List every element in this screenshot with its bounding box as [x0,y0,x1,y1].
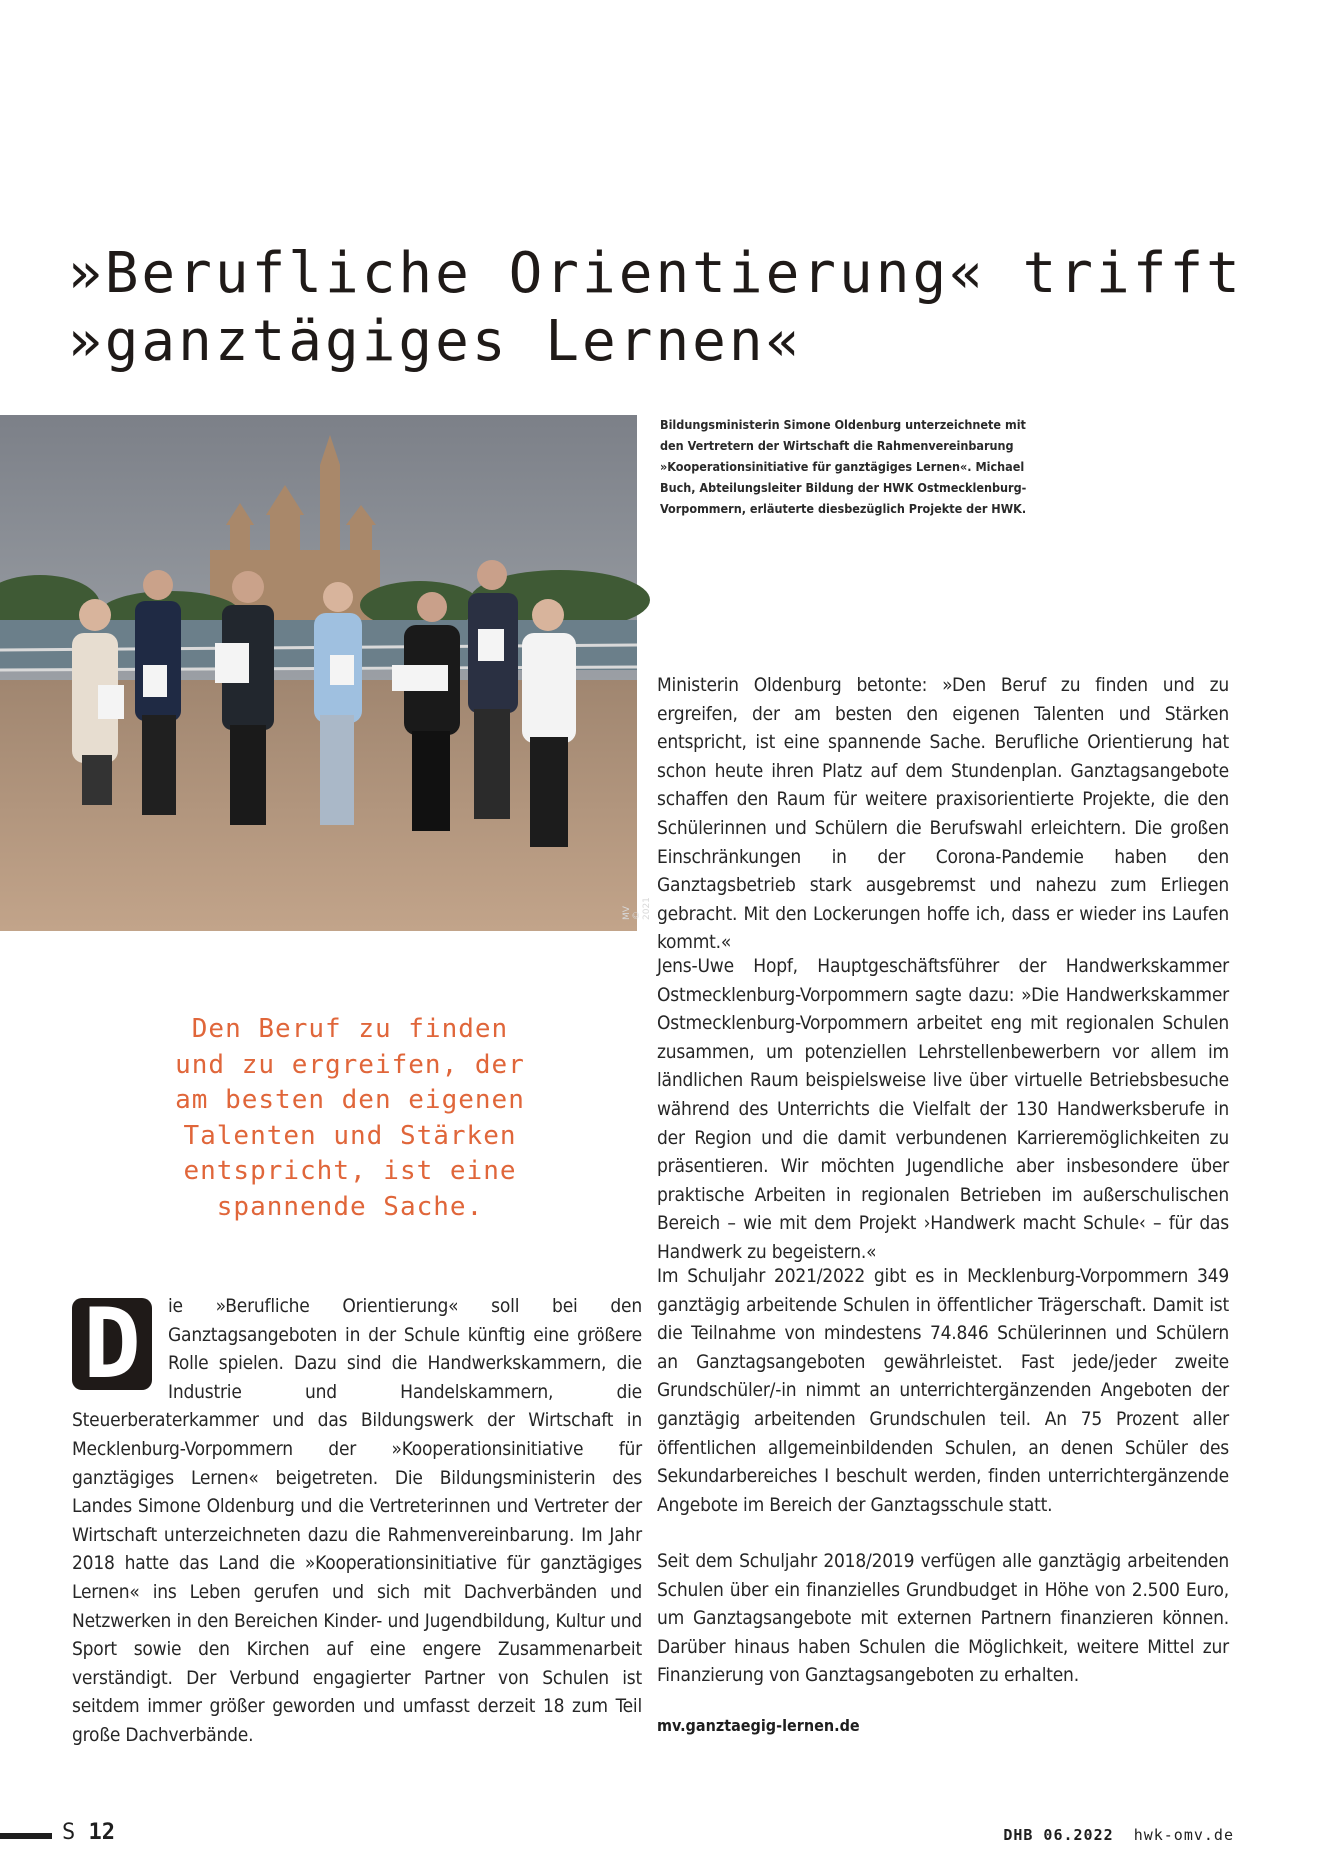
paragraph-statistics: Im Schuljahr 2021/2022 gibt es in Mecklenburg-Vorpommern 349 ganztägig arbeitende Schulen in öffentlicher Trägerschaft. Damit ist die Teilnahme von mindestens 74.846 Schülerinnen und Schülern an Ganztagsangeboten gewährleistet. Fast jede/jeder zweite Grundschüler/-in nimmt an unterrichtergänzenden Angeboten der ganztägig arbeitenden Grundschulen teil. An 75 Prozent aller öffentlichen allgemeinbildenden Schulen, an denen Schüler des Sekundarbereiches I beschult werden, finden unterrichtergänzende Angebote im Bereich der Ganztagsschule statt. [657,1265,1229,1516]
group-photo-illustration [0,415,637,931]
page-number-value: 12 [88,1820,115,1845]
paragraph-minister-quote: Ministerin Oldenburg betonte: »Den Beruf zu finden und zu ergreifen, der am besten den eigenen Talenten und Stärken entspricht, ist eine spannende Sache. Berufliche Orientierung hat schon heute ihren Platz auf dem Stundenplan. Ganztagsangebote schaffen den Raum für weitere praxisorientierte Projekte, die den Schülerinnen und Schülern die Berufswahl erleichtern. Die großen Einschränkungen in der Corona-Pandemie haben den Ganztagsbetrieb stark ausgebremst und nahezu zum Erliegen gebracht. Mit den Lockerungen hoffe ich, dass er wieder ins Laufen kommt.« [657,674,1229,954]
headline-line-2: »ganztägiges Lernen« [68,309,803,374]
intro-paragraph [72,1288,642,1750]
footer-info [1003,1826,1234,1844]
intro-text: ie »Berufliche Orientierung« soll bei den Ganztagsangeboten in der Schule künftig eine größere Rolle spielen. Dazu sind die Handwerkskammern, die Industrie und Handelskammern, die Steuerberaterkammer und das Bildungswerk der Wirtschaft in Mecklenburg-Vorpommern der »Kooperationsinitiative für ganztägiges Lernen« beigetreten. Die Bildungsministerin des Landes Simone Oldenburg und die Vertreterinnen und Vertreter der Wirtschaft unterzeichneten dazu die Rahmenvereinbarung. Im Jahr 2018 hatte das Land die »Kooperationsinitiative für ganztägiges Lernen« ins Leben gerufen und sich mit Dachverbänden und Netzwerken in den Bereichen Kinder- und Jugendbildung, Kultur und Sport sowie den Kirchen auf eine engere Zusammenarbeit verständigt. Der Verbund engagierter Partner von Schulen ist seitdem immer größer geworden und umfasst derzeit 18 zum Teil große Dachverbände. [72,1295,642,1746]
paragraph-budget: Seit dem Schuljahr 2018/2019 verfügen alle ganztägig arbeitenden Schulen über ein finanzielles Grundbudget in Höhe von 2.500 Euro, um Ganztagsangebote mit externen Partnern finanzieren können. Darüber hinaus haben Schulen die Möglichkeit, weitere Mittel zur Finanzierung von Ganztagsangeboten zu erhalten. [657,1550,1229,1687]
article-photo [0,415,652,931]
dropcap-letter: D [72,1298,152,1390]
person-7 [522,599,576,847]
website-link[interactable]: mv.ganztaegig-lernen.de [657,1716,860,1735]
article-headline [68,240,1288,376]
paragraph-hopf-quote: Jens-Uwe Hopf, Hauptgeschäftsführer der Handwerkskammer Ostmecklenburg-Vorpommern sagte dazu: »Die Handwerkskammer Ostmecklenburg-Vorpommern arbeitet eng mit regionalen Schulen zusammen, um potenziellen Lehrstellenbewerbern vor allem im ländlichen Raum beispielsweise live über virtuelle Betriebsbesuche während des Unterrichts die Vielfalt der 130 Handwerksberufe in der Region und die damit verbundenen Karrieremöglichkeiten zu präsentieren. Wir möchten Jugendliche aber insbesondere über praktische Arbeiten in regionalen Betrieben im außerschulischen Bereich – wie mit dem Projekt ›Handwerk macht Schule‹ – für das Handwerk zu begeistern.« [657,955,1229,1263]
pull-quote: Den Beruf zu finden und zu ergreifen, der am besten den eigenen Talenten und Stärken entspricht, ist eine spannende Sache. [175,1014,525,1222]
footer-rule [0,1833,52,1839]
page-number [62,1820,115,1845]
photo-credit: MV © 2021 [622,897,652,920]
photo-caption: Bildungsministerin Simone Oldenburg unterzeichnete mit den Vertretern der Wirtschaft die Rahmenvereinbarung »Kooperationsinitiative für ganztägiges Lernen«. Michael Buch, Abteilungsleiter Bildung der HWK Ostmecklenburg-Vorpommern, erläuterte diesbezüglich Projekte der HWK. [660,417,1027,516]
magazine-issue: DHB 06.2022 [1003,1826,1114,1844]
footer-website[interactable]: hwk-omv.de [1133,1826,1234,1844]
headline-line-1: »Berufliche Orientierung« trifft [68,241,1243,306]
page-prefix: S [62,1820,76,1845]
